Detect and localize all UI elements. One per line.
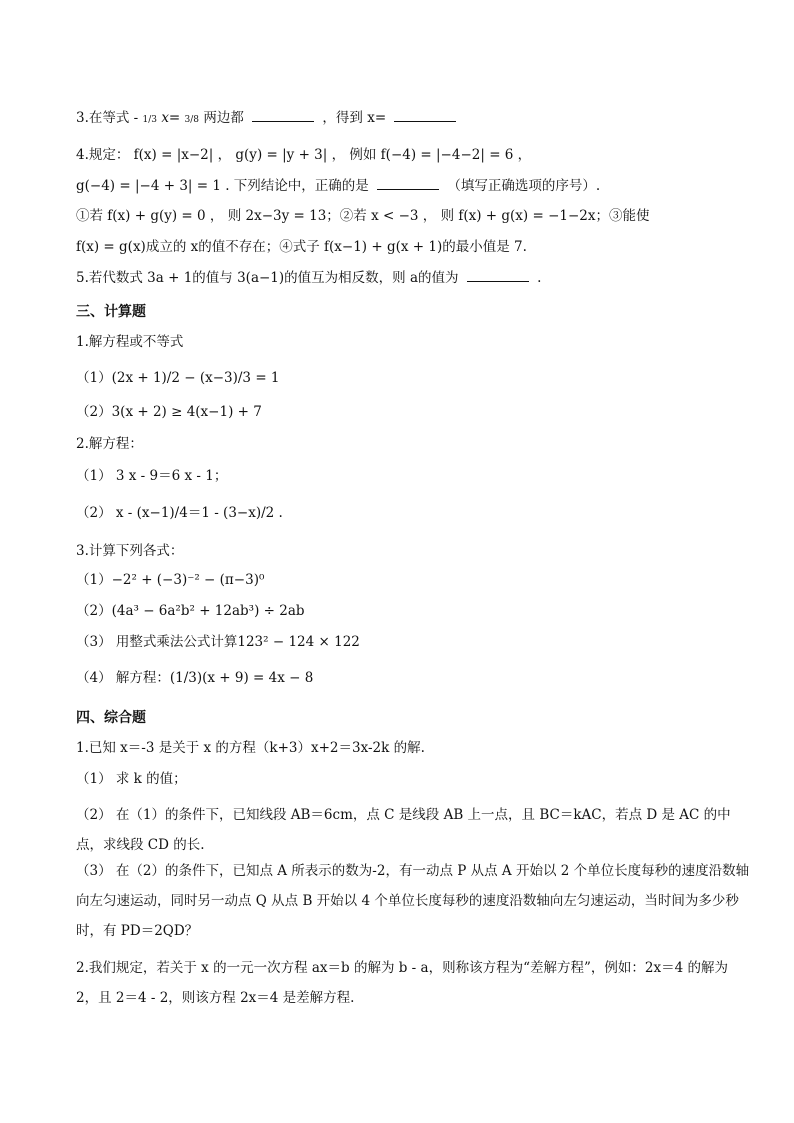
s3-q3-item2: （2）(4a³ − 6a²b² + 12ab³) ÷ 2ab	[76, 603, 305, 619]
s4-q1-part2: （2） 在（1）的条件下，已知线段 AB＝6cm，点 C 是线段 AB 上一点，且 BC＝kAC，若点 D 是 AC 的中点，求线段 CD 的长.	[76, 807, 731, 853]
s4-q2-stem: 2.我们规定，若关于 x 的一元一次方程 ax＝b 的解为 b - a，则称该方程为“差解方程”，例如：2x＝4 的解为 2，且 2＝4 - 2，则该方程 2x＝4 是差解方程.	[76, 960, 728, 1006]
question-5	[76, 268, 541, 288]
question-4-line1: 4.规定： f(x) = |x−2| ， g(y) = |y + 3| ， 例如 f(−4) = |−4−2| = 6 ，	[76, 147, 532, 163]
q4-line2-after: （填写正确选项的序号）.	[447, 178, 601, 194]
q3-mid: 两边都	[203, 110, 244, 126]
q3-prefix: 3.在等式 -	[76, 110, 139, 126]
s3-q1-title: 1.解方程或不等式	[76, 334, 184, 350]
question-4-line2	[76, 176, 600, 196]
s4-q1-part1: （1） 求 k 的值；	[76, 771, 187, 787]
question-4-line4: f(x) = g(x)成立的 x的值不存在；④式子 f(x−1) + g(x + 1)的最小值是 7.	[76, 239, 527, 255]
s3-q3-item4: （4） 解方程：(1/3)(x + 9) = 4x − 8	[76, 670, 314, 686]
q4-line2-text: g(−4) = |−4 + 3| = 1 . 下列结论中，正确的是	[76, 178, 369, 194]
section-4-title: 四、综合题	[76, 710, 146, 726]
q4-blank[interactable]	[377, 176, 439, 190]
s4-q1-stem: 1.已知 x＝-3 是关于 x 的方程（k+3）x+2＝3x-2k 的解.	[76, 740, 425, 756]
s3-q3-title: 3.计算下列各式：	[76, 543, 184, 559]
q3-fraction-1: 1/3	[142, 115, 158, 125]
q3-blank-1[interactable]	[252, 108, 314, 122]
q3-after: ，得到 x=	[322, 110, 387, 126]
s3-q2-title: 2.解方程：	[76, 436, 143, 452]
q3-var: x=	[161, 110, 181, 126]
q5-text: 5.若代数式 3a + 1的值与 3(a−1)的值互为相反数，则 a的值为	[76, 270, 459, 286]
q3-fraction-2: 3/8	[184, 115, 200, 125]
s3-q3-item3: （3） 用整式乘法公式计算123² − 124 × 122	[76, 634, 360, 650]
s3-q3-item1: （1）−2² + (−3)⁻² − (π−3)⁰	[76, 572, 265, 588]
s3-q1-item1: （1）(2x + 1)/2 − (x−3)/3 = 1	[76, 370, 280, 386]
q5-period: .	[537, 270, 542, 286]
s3-q2-item1: （1） 3 x - 9＝6 x - 1；	[76, 468, 228, 484]
q3-blank-2[interactable]	[394, 108, 456, 122]
question-3	[76, 108, 460, 130]
s3-q2-item2: （2） x - (x−1)/4＝1 - (3−x)/2 .	[76, 505, 283, 521]
q5-blank[interactable]	[467, 268, 529, 282]
section-3-title: 三、计算题	[76, 304, 146, 320]
question-4-line3: ①若 f(x) + g(y) = 0 ， 则 2x−3y = 13；②若 x < −3 ， 则 f(x) + g(x) = −1−2x；③能使	[76, 208, 650, 224]
s4-q1-part3: （3） 在（2）的条件下，已知点 A 所表示的数为-2，有一动点 P 从点 A 开始以 2 个单位长度每秒的速度沿数轴向左匀速运动，同时另一动点 Q 从点 B 开始以 4 个单位长度每秒的速度沿数轴向左匀速运动，当时间为多少秒时，有 PD＝2QD？	[76, 863, 750, 939]
s3-q1-item2: （2）3(x + 2) ≥ 4(x−1) + 7	[76, 404, 262, 420]
